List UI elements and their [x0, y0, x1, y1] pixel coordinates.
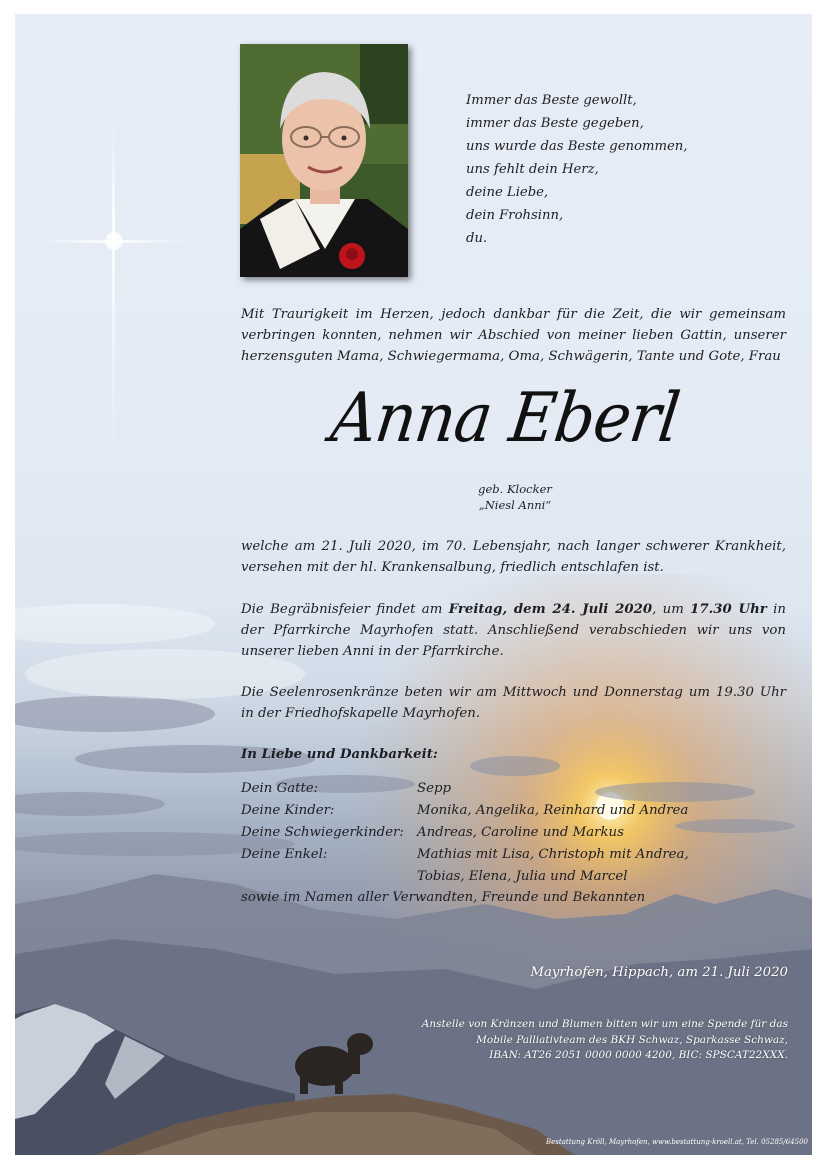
funeral-paragraph [241, 599, 786, 662]
death-paragraph: welche am 21. Juli 2020, im 70. Lebensjahr, nach langer schwerer Krankheit, versehen mit der hl. Krankensalbung, friedlich entschlafen ist. [241, 539, 786, 575]
funeral-text: , um [652, 602, 691, 617]
portrait-image [240, 44, 408, 277]
family-value: Monika, Angelika, Reinhard und Andrea [417, 803, 689, 818]
family-value: Mathias mit Lisa, Christoph mit Andrea, [417, 847, 689, 862]
donation-line: Anstelle von Kränzen und Blumen bitten wir um eine Spende für das [421, 1018, 788, 1030]
deceased-name: Anna Eberl [326, 379, 684, 458]
rosary-paragraph: Die Seelenrosenkränze beten wir am Mittwoch und Donnerstag um 19.30 Uhr in der Friedhofskapelle Mayrhofen. [241, 685, 786, 721]
family-label: Deine Schwiegerkinder: [241, 825, 404, 840]
donation-line: IBAN: AT26 2051 0000 0000 4200, BIC: SPSCAT22XXX. [489, 1049, 788, 1061]
donation-note [368, 1017, 788, 1064]
funeral-time: 17.30 Uhr [690, 602, 767, 617]
obituary-card [15, 14, 812, 1155]
mourners-heading: In Liebe und Dankbarkeit: [241, 747, 438, 762]
poem-line: du. [466, 231, 488, 246]
funeral-home-footer: Bestattung Kröll, Mayrhofen, www.bestattung-kroell.at, Tel. 05285/64500 [546, 1138, 808, 1146]
poem-line: uns fehlt dein Herz, [466, 162, 599, 177]
poem-line: immer das Beste gegeben, [466, 116, 644, 131]
poem-line: dein Frohsinn, [466, 208, 564, 223]
family-value: Sepp [417, 781, 452, 796]
funeral-text: Die Begräbnisfeier findet am [241, 602, 449, 617]
memorial-poem [466, 89, 766, 250]
funeral-day: Freitag, dem 24. Juli 2020 [448, 602, 653, 617]
family-label: Dein Gatte: [241, 781, 319, 796]
poem-line: deine Liebe, [466, 185, 549, 200]
family-label: Deine Kinder: [241, 803, 335, 818]
closing-line: sowie im Namen aller Verwandten, Freunde und Bekannten [241, 890, 646, 905]
donation-line: Mobile Palliativteam des BKH Schwaz, Sparkasse Schwaz, [476, 1033, 788, 1046]
light-cross-vertical [112, 124, 115, 454]
funeral-text: in der Pfarrkirche Mayrhofen statt. Anschließend verabschieden wir uns von unserer lieben Anni in der Pfarrkirche. [241, 602, 786, 659]
place-date: Mayrhofen, Hippach, am 21. Juli 2020 [530, 965, 788, 980]
family-value: Tobias, Elena, Julia und Marcel [417, 869, 628, 884]
family-value: Andreas, Caroline und Markus [417, 825, 624, 840]
poem-line: uns wurde das Beste genommen, [466, 139, 688, 154]
birth-name: geb. Klocker [478, 482, 552, 496]
intro-paragraph: Mit Traurigkeit im Herzen, jedoch dankbar für die Zeit, die wir gemeinsam verbringen konnten, nehmen wir Abschied von meiner lieben Gattin, unserer herzensguten Mama, Schwiegermama, Oma, Schwägerin, Tante und Gote, Frau [241, 307, 786, 364]
nickname: „Niesl Anni“ [478, 498, 552, 512]
poem-line: Immer das Beste gewollt, [466, 93, 637, 108]
portrait-photo [240, 44, 408, 277]
family-label: Deine Enkel: [241, 847, 328, 862]
